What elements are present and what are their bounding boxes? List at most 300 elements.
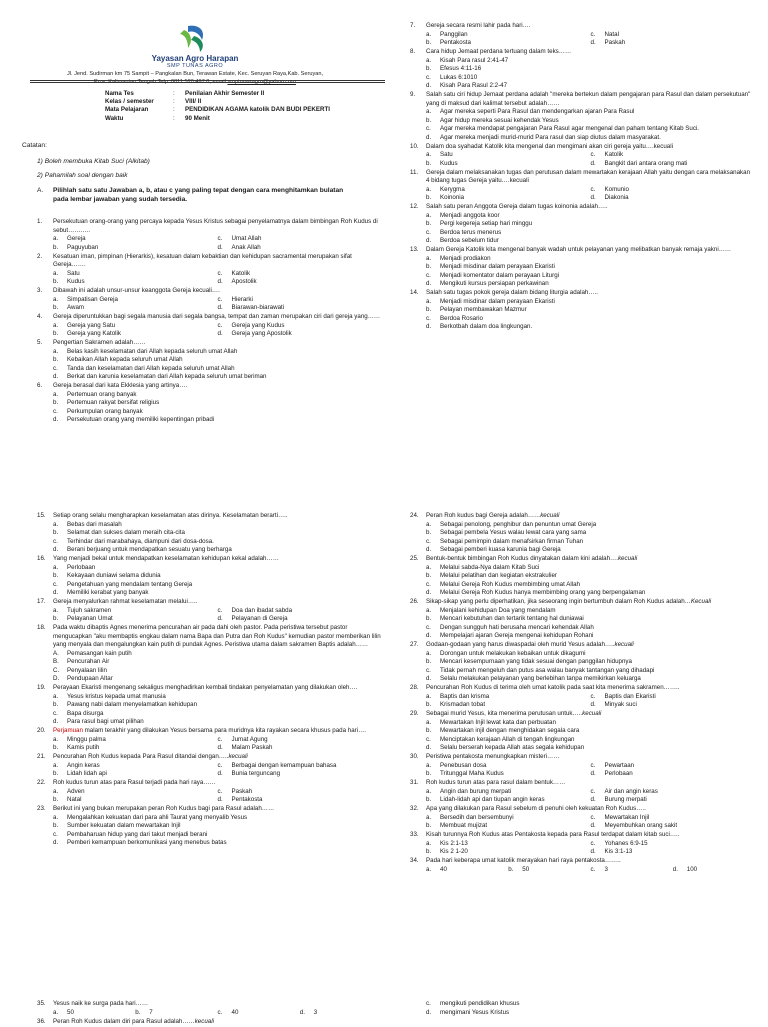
answer-option[interactable] bbox=[591, 840, 756, 849]
option-text: Panggilan bbox=[440, 30, 468, 38]
answer-option[interactable] bbox=[426, 796, 591, 805]
option-text: Penyalaan lilin bbox=[67, 666, 107, 674]
answer-option[interactable] bbox=[426, 581, 755, 590]
answer-option[interactable] bbox=[53, 1009, 135, 1018]
answer-option[interactable] bbox=[426, 675, 755, 684]
answer-option[interactable] bbox=[426, 650, 755, 659]
answer-option[interactable] bbox=[508, 866, 590, 875]
option-letter: c. bbox=[53, 364, 58, 372]
options bbox=[37, 296, 382, 313]
answer-option[interactable] bbox=[53, 235, 218, 244]
option-letter: b. bbox=[426, 658, 432, 665]
answer-option[interactable] bbox=[426, 108, 755, 117]
option-text: Meyembuhkan orang sakit bbox=[604, 822, 678, 829]
answer-option[interactable] bbox=[426, 125, 755, 134]
option-row bbox=[426, 762, 755, 771]
answer-option[interactable] bbox=[218, 770, 383, 779]
option-text: Tritunggal Maha Kudus bbox=[440, 770, 504, 777]
answer-option[interactable] bbox=[53, 822, 382, 831]
question-stem bbox=[410, 684, 755, 693]
answer-option[interactable] bbox=[426, 744, 755, 753]
school-email[interactable]: smptunasagro@yahoo.com bbox=[227, 79, 296, 85]
page-3 bbox=[0, 1000, 768, 1024]
option-letter: a. bbox=[53, 347, 59, 355]
option-row bbox=[426, 263, 755, 272]
answer-option[interactable] bbox=[53, 416, 382, 425]
answer-option[interactable] bbox=[426, 529, 755, 538]
option-letter: a. bbox=[426, 865, 432, 873]
question-text: Salah satu ciri hidup Jemaat perdana adalah "mereka bertekun dalam pengajaran para Rasul dan dalam persekutuan" yang di maksud dari kalimat tersebut adalah…… bbox=[426, 91, 751, 107]
option-letter: a. bbox=[426, 839, 432, 847]
answer-option[interactable] bbox=[426, 151, 591, 160]
answer-option[interactable] bbox=[53, 564, 382, 573]
options bbox=[410, 298, 755, 332]
option-text: Pentakosta bbox=[231, 796, 263, 803]
answer-option[interactable] bbox=[53, 839, 382, 848]
option-text: Minyak suci bbox=[604, 701, 637, 708]
option-letter: d. bbox=[217, 770, 223, 777]
option-letter: d. bbox=[217, 796, 223, 803]
answer-option[interactable] bbox=[426, 134, 755, 143]
answer-option[interactable] bbox=[426, 589, 755, 598]
answer-option[interactable] bbox=[426, 280, 755, 289]
answer-option[interactable] bbox=[53, 408, 382, 417]
option-letter: a. bbox=[53, 235, 59, 242]
answer-option[interactable] bbox=[591, 186, 756, 195]
option-letter: d. bbox=[590, 796, 596, 803]
option-row bbox=[426, 229, 755, 238]
option-letter: c. bbox=[53, 709, 58, 717]
answer-option[interactable] bbox=[53, 296, 218, 305]
option-text: Yesus kristus kepada umat manusia bbox=[67, 692, 166, 700]
answer-option[interactable] bbox=[218, 322, 383, 331]
answer-option[interactable] bbox=[591, 866, 673, 875]
answer-option[interactable] bbox=[426, 194, 591, 203]
answer-option[interactable] bbox=[53, 615, 218, 624]
answer-option[interactable] bbox=[53, 365, 382, 374]
option-letter: d. bbox=[217, 243, 223, 251]
answer-option[interactable] bbox=[591, 39, 756, 48]
option-text: Satu bbox=[440, 151, 453, 158]
answer-option[interactable] bbox=[426, 82, 755, 91]
answer-option[interactable] bbox=[426, 762, 591, 771]
answer-option[interactable] bbox=[53, 770, 218, 779]
question-number: 35. bbox=[37, 1000, 46, 1007]
option-text: Burung merpati bbox=[604, 796, 647, 803]
answer-option[interactable] bbox=[218, 607, 383, 616]
answer-option[interactable] bbox=[426, 1009, 755, 1018]
answer-option[interactable] bbox=[53, 373, 382, 382]
answer-option[interactable] bbox=[426, 840, 591, 849]
option-letter: a. bbox=[426, 606, 432, 614]
option-text: Pertemuan orang banyak bbox=[67, 390, 137, 398]
answer-option[interactable] bbox=[53, 538, 382, 547]
option-text: Menjadi misdinar dalam perayaan Ekaristi bbox=[440, 263, 555, 270]
answer-option[interactable] bbox=[218, 762, 383, 771]
answer-option[interactable] bbox=[53, 831, 382, 840]
answer-option[interactable] bbox=[135, 1009, 217, 1018]
option-row bbox=[53, 572, 382, 581]
option-letter: d. bbox=[53, 373, 59, 380]
answer-option[interactable] bbox=[426, 263, 755, 272]
option-text: Krismadan tobat bbox=[440, 701, 486, 708]
option-letter: d. bbox=[53, 416, 59, 423]
answer-option[interactable] bbox=[53, 796, 218, 805]
option-letter: a. bbox=[426, 185, 432, 193]
question-stem bbox=[37, 1018, 382, 1027]
answer-option[interactable] bbox=[218, 296, 383, 305]
option-row bbox=[53, 564, 382, 573]
option-row bbox=[53, 296, 382, 305]
question-item bbox=[37, 1018, 382, 1027]
option-letter: d. bbox=[590, 822, 596, 829]
question-stem bbox=[37, 1000, 382, 1009]
answer-option[interactable] bbox=[426, 237, 755, 246]
answer-option[interactable] bbox=[426, 546, 755, 555]
answer-option[interactable] bbox=[218, 615, 383, 624]
answer-option[interactable] bbox=[53, 399, 382, 408]
option-text: Mengalahkan kekuatan dari para ahli Taurat yang menyalib Yesus bbox=[67, 813, 248, 821]
option-text: Pertemuan rakyat bersifat religius bbox=[67, 399, 160, 406]
option-text: Perlobaan bbox=[67, 563, 96, 571]
option-row bbox=[53, 373, 382, 382]
question-number: 29. bbox=[410, 710, 419, 717]
option-row bbox=[53, 650, 382, 659]
question-number: 28. bbox=[410, 684, 419, 691]
option-letter: c. bbox=[590, 185, 596, 193]
question-number: 30. bbox=[410, 753, 419, 760]
option-row bbox=[53, 589, 382, 598]
option-row bbox=[53, 416, 382, 425]
answer-option[interactable] bbox=[426, 212, 755, 221]
questions-right-page-1 bbox=[410, 22, 755, 332]
question-text: Apa yang dilakukan para Rasul sebelum di penuhi oleh kekuatan Roh Kudus….. bbox=[426, 805, 646, 812]
option-text: Berdoa sebelum tidur bbox=[440, 237, 499, 244]
answer-option[interactable] bbox=[218, 788, 383, 797]
answer-option[interactable] bbox=[300, 1009, 382, 1018]
question-item bbox=[37, 555, 382, 598]
answer-option[interactable] bbox=[426, 538, 755, 547]
question-stem bbox=[410, 555, 755, 564]
options bbox=[37, 607, 382, 624]
question-item bbox=[410, 169, 755, 203]
options bbox=[410, 788, 755, 805]
option-row bbox=[53, 701, 382, 710]
answer-option[interactable] bbox=[673, 866, 755, 875]
answer-option[interactable] bbox=[426, 74, 755, 83]
option-text: Agar hidup mereka sesuai kehendak Yesus bbox=[440, 116, 559, 124]
options bbox=[37, 650, 382, 684]
question-stem bbox=[410, 831, 755, 840]
option-letter: a. bbox=[426, 297, 432, 305]
option-row bbox=[426, 160, 755, 169]
answer-option[interactable] bbox=[53, 304, 218, 313]
answer-option[interactable] bbox=[426, 770, 591, 779]
answer-option[interactable] bbox=[53, 693, 382, 702]
question-number: 34. bbox=[410, 857, 419, 864]
answer-option[interactable] bbox=[53, 356, 382, 365]
option-letter: c. bbox=[590, 761, 596, 769]
answer-option[interactable] bbox=[426, 298, 755, 307]
answer-option[interactable] bbox=[53, 814, 382, 823]
answer-option[interactable] bbox=[426, 848, 591, 857]
option-letter: d. bbox=[426, 546, 432, 553]
answer-option[interactable] bbox=[53, 278, 218, 287]
answer-option[interactable] bbox=[426, 323, 755, 332]
option-text: Doa dan ibadat sabda bbox=[231, 606, 293, 614]
option-row bbox=[426, 529, 755, 538]
answer-option[interactable] bbox=[426, 306, 755, 315]
answer-option[interactable] bbox=[591, 160, 756, 169]
option-letter: b. bbox=[53, 399, 59, 406]
answer-option[interactable] bbox=[426, 186, 591, 195]
answer-option[interactable] bbox=[426, 667, 755, 676]
answer-option[interactable] bbox=[426, 788, 591, 797]
exam-info: Nama Tes : Penilaian Akhir Semester II Kelas / semester : VIII/ II Mata Pelajaran : PENDIDIKAN AGAMA katolik DAN BUDI PEKERTI Waktu : 90 Menit bbox=[105, 90, 330, 122]
answer-option[interactable] bbox=[53, 589, 382, 598]
answer-option[interactable] bbox=[53, 650, 382, 659]
option-text: Menjalani kehidupan Doa yang mendalam bbox=[440, 606, 556, 614]
option-letter: c. bbox=[426, 125, 431, 132]
answer-option[interactable] bbox=[53, 736, 218, 745]
answer-option[interactable] bbox=[591, 693, 756, 702]
option-row bbox=[53, 408, 382, 417]
option-text: Diakonia bbox=[604, 194, 629, 201]
answer-option[interactable] bbox=[218, 744, 383, 753]
answer-option[interactable] bbox=[426, 632, 755, 641]
answer-option[interactable] bbox=[591, 796, 756, 805]
option-text: Pewartaan bbox=[604, 761, 635, 769]
answer-option[interactable] bbox=[426, 521, 755, 530]
question-stem bbox=[410, 169, 755, 186]
school-address-1: Jl. Jend. Sudirman km 75 Sampit – Pangkalan Bun, Terawan Estate, Kec. Seruyan Raya,Kab. Seruyan, bbox=[66, 71, 324, 77]
answer-option[interactable] bbox=[53, 244, 218, 253]
question-number: 10. bbox=[410, 142, 419, 150]
option-letter: b. bbox=[53, 744, 59, 751]
answer-option[interactable] bbox=[426, 822, 591, 831]
answer-option[interactable] bbox=[426, 220, 755, 229]
option-row bbox=[426, 615, 755, 624]
answer-option[interactable] bbox=[591, 770, 756, 779]
answer-option[interactable] bbox=[591, 701, 756, 710]
option-text: Menjadi komentator dalam perayaan Liturgi bbox=[440, 271, 560, 279]
question-exception: Kecuali bbox=[690, 598, 712, 605]
option-letter: a. bbox=[53, 520, 59, 528]
option-letter: c. bbox=[590, 813, 596, 821]
question-stem bbox=[410, 143, 755, 152]
option-row bbox=[426, 31, 755, 40]
answer-option[interactable] bbox=[426, 719, 755, 728]
option-letter: c. bbox=[426, 271, 431, 279]
answer-option[interactable] bbox=[53, 529, 382, 538]
answer-option[interactable] bbox=[426, 658, 755, 667]
answer-option[interactable] bbox=[426, 736, 755, 745]
option-letter: d. bbox=[590, 159, 596, 167]
option-text: Kebaikan Allah kepada seluruh umat Allah bbox=[67, 356, 183, 363]
answer-option[interactable] bbox=[53, 330, 218, 339]
answer-option[interactable] bbox=[53, 270, 218, 279]
option-letter: b. bbox=[53, 356, 59, 363]
answer-option[interactable] bbox=[426, 564, 755, 573]
answer-option[interactable] bbox=[53, 718, 382, 727]
option-letter: d. bbox=[590, 194, 596, 201]
answer-option[interactable] bbox=[591, 31, 756, 40]
answer-option[interactable] bbox=[53, 546, 382, 555]
question-stem bbox=[37, 805, 382, 814]
option-row bbox=[426, 589, 755, 598]
answer-option[interactable] bbox=[426, 57, 755, 66]
question-text: Pencurahan Roh Kudus di terima oleh umat katolik pada saat kita menerima sakramen…….. bbox=[426, 684, 680, 691]
answer-option[interactable] bbox=[591, 788, 756, 797]
option-letter: b. bbox=[53, 278, 59, 285]
answer-option[interactable] bbox=[426, 65, 755, 74]
option-letter: a. bbox=[426, 211, 432, 219]
answer-option[interactable] bbox=[53, 391, 382, 400]
option-text: Baptis dan krisma bbox=[440, 692, 490, 700]
answer-option[interactable] bbox=[53, 667, 382, 676]
answer-option[interactable] bbox=[218, 270, 383, 279]
answer-option[interactable] bbox=[218, 304, 383, 313]
answer-option[interactable] bbox=[426, 117, 755, 126]
option-row bbox=[426, 866, 755, 875]
option-text: Simpatisan Gereja bbox=[67, 295, 118, 303]
answer-option[interactable] bbox=[426, 229, 755, 238]
answer-option[interactable] bbox=[426, 701, 591, 710]
answer-option[interactable] bbox=[53, 572, 382, 581]
answer-option[interactable] bbox=[426, 814, 591, 823]
option-letter: b. bbox=[426, 727, 432, 734]
answer-option[interactable] bbox=[218, 330, 383, 339]
question-number: 24. bbox=[410, 512, 419, 519]
answer-option[interactable] bbox=[53, 607, 218, 616]
option-letter: c. bbox=[53, 830, 58, 838]
option-row bbox=[53, 788, 382, 797]
answer-option[interactable] bbox=[426, 624, 755, 633]
answer-option[interactable] bbox=[426, 727, 755, 736]
answer-option[interactable] bbox=[53, 710, 382, 719]
option-letter: b. bbox=[135, 1008, 141, 1016]
option-row bbox=[426, 650, 755, 659]
option-letter: a. bbox=[53, 295, 59, 303]
option-letter: b. bbox=[426, 39, 432, 46]
option-letter: c. bbox=[426, 580, 431, 588]
options bbox=[410, 693, 755, 710]
option-row bbox=[53, 736, 382, 745]
question-text: Setiap orang selalu mengharapkan keselamatan atas dirinya. Keselamatan berarti….. bbox=[53, 512, 288, 519]
options bbox=[37, 1009, 382, 1018]
answer-option[interactable] bbox=[218, 235, 383, 244]
option-row bbox=[53, 718, 382, 727]
answer-option[interactable] bbox=[426, 272, 755, 281]
answer-option[interactable] bbox=[426, 607, 755, 616]
option-text: Hierarki bbox=[231, 295, 253, 303]
option-letter: a. bbox=[426, 649, 432, 657]
answer-option[interactable] bbox=[426, 31, 591, 40]
answer-option[interactable] bbox=[591, 814, 756, 823]
options bbox=[37, 814, 382, 848]
option-row bbox=[53, 581, 382, 590]
option-row bbox=[426, 39, 755, 48]
option-text: Sebagai pemimpin dalam menafsirkan firman Tuhan bbox=[440, 537, 584, 545]
option-letter: a. bbox=[426, 520, 432, 528]
answer-option[interactable] bbox=[53, 762, 218, 771]
answer-option[interactable] bbox=[53, 348, 382, 357]
option-letter: a. bbox=[426, 692, 432, 700]
option-text: Jumat Agung bbox=[231, 735, 268, 743]
answer-option[interactable] bbox=[53, 521, 382, 530]
answer-option[interactable] bbox=[426, 572, 755, 581]
answer-option[interactable] bbox=[218, 244, 383, 253]
answer-option[interactable] bbox=[426, 866, 508, 875]
option-text: 3 bbox=[604, 865, 608, 873]
option-text: Belas kasih keselamatan dari Allah kepada seluruh umat Allah bbox=[67, 347, 238, 355]
option-row bbox=[426, 255, 755, 264]
question-text: Gereja diperuntukkan bagi segala manusia dari segala bangsa, tempat dan zaman merupakan ciri dari gereja yang…… bbox=[53, 313, 381, 320]
answer-option[interactable] bbox=[426, 315, 755, 324]
options bbox=[37, 788, 382, 805]
question-item bbox=[37, 598, 382, 624]
answer-option[interactable] bbox=[591, 151, 756, 160]
school-name: Yayasan Agro Harapan bbox=[151, 54, 239, 63]
answer-option[interactable] bbox=[426, 160, 591, 169]
option-text: Kis 2:1-13 bbox=[440, 839, 468, 847]
answer-option[interactable] bbox=[591, 762, 756, 771]
answer-option[interactable] bbox=[218, 736, 383, 745]
answer-option[interactable] bbox=[591, 848, 756, 857]
answer-option[interactable] bbox=[218, 278, 383, 287]
question-text: Peran Roh Kudus dalam diri para Rasul adalah……kecuali bbox=[53, 1017, 214, 1025]
question-text: Roh kudus turun atas para Rasul terjadi pada hari raya…… bbox=[53, 779, 216, 786]
answer-option[interactable] bbox=[426, 615, 755, 624]
option-row bbox=[53, 356, 382, 365]
answer-option[interactable] bbox=[53, 744, 218, 753]
answer-option[interactable] bbox=[426, 39, 591, 48]
question-text: Pengertian Sakramen adalah…… bbox=[53, 339, 146, 346]
option-row bbox=[53, 693, 382, 702]
answer-option[interactable] bbox=[218, 1009, 300, 1018]
answer-option[interactable] bbox=[426, 255, 755, 264]
answer-option[interactable] bbox=[426, 1000, 755, 1009]
option-row bbox=[426, 693, 755, 702]
option-text: Mempelajari ajaran Gereja mengenai kehidupan Rohani bbox=[440, 632, 594, 639]
answer-option[interactable] bbox=[53, 788, 218, 797]
answer-option[interactable] bbox=[218, 796, 383, 805]
option-letter: b. bbox=[426, 848, 432, 855]
option-text: Umat Allah bbox=[231, 235, 262, 242]
answer-option[interactable] bbox=[53, 675, 382, 684]
answer-option[interactable] bbox=[426, 693, 591, 702]
option-letter: c. bbox=[426, 623, 431, 631]
option-row bbox=[426, 272, 755, 281]
option-letter: b. bbox=[53, 822, 59, 829]
question-item bbox=[37, 1000, 382, 1017]
question-number: 13. bbox=[410, 246, 419, 253]
question-stem bbox=[37, 253, 382, 270]
question-item bbox=[410, 684, 755, 710]
option-row bbox=[53, 796, 382, 805]
option-row bbox=[53, 675, 382, 684]
answer-option[interactable] bbox=[53, 581, 382, 590]
answer-option[interactable] bbox=[53, 701, 382, 710]
question-stem bbox=[37, 598, 382, 607]
options bbox=[37, 762, 382, 779]
answer-option[interactable] bbox=[591, 194, 756, 203]
answer-option[interactable] bbox=[53, 658, 382, 667]
option-letter: b. bbox=[426, 529, 432, 536]
answer-option[interactable] bbox=[591, 822, 756, 831]
question-stem bbox=[410, 246, 755, 255]
answer-option[interactable] bbox=[53, 322, 218, 331]
